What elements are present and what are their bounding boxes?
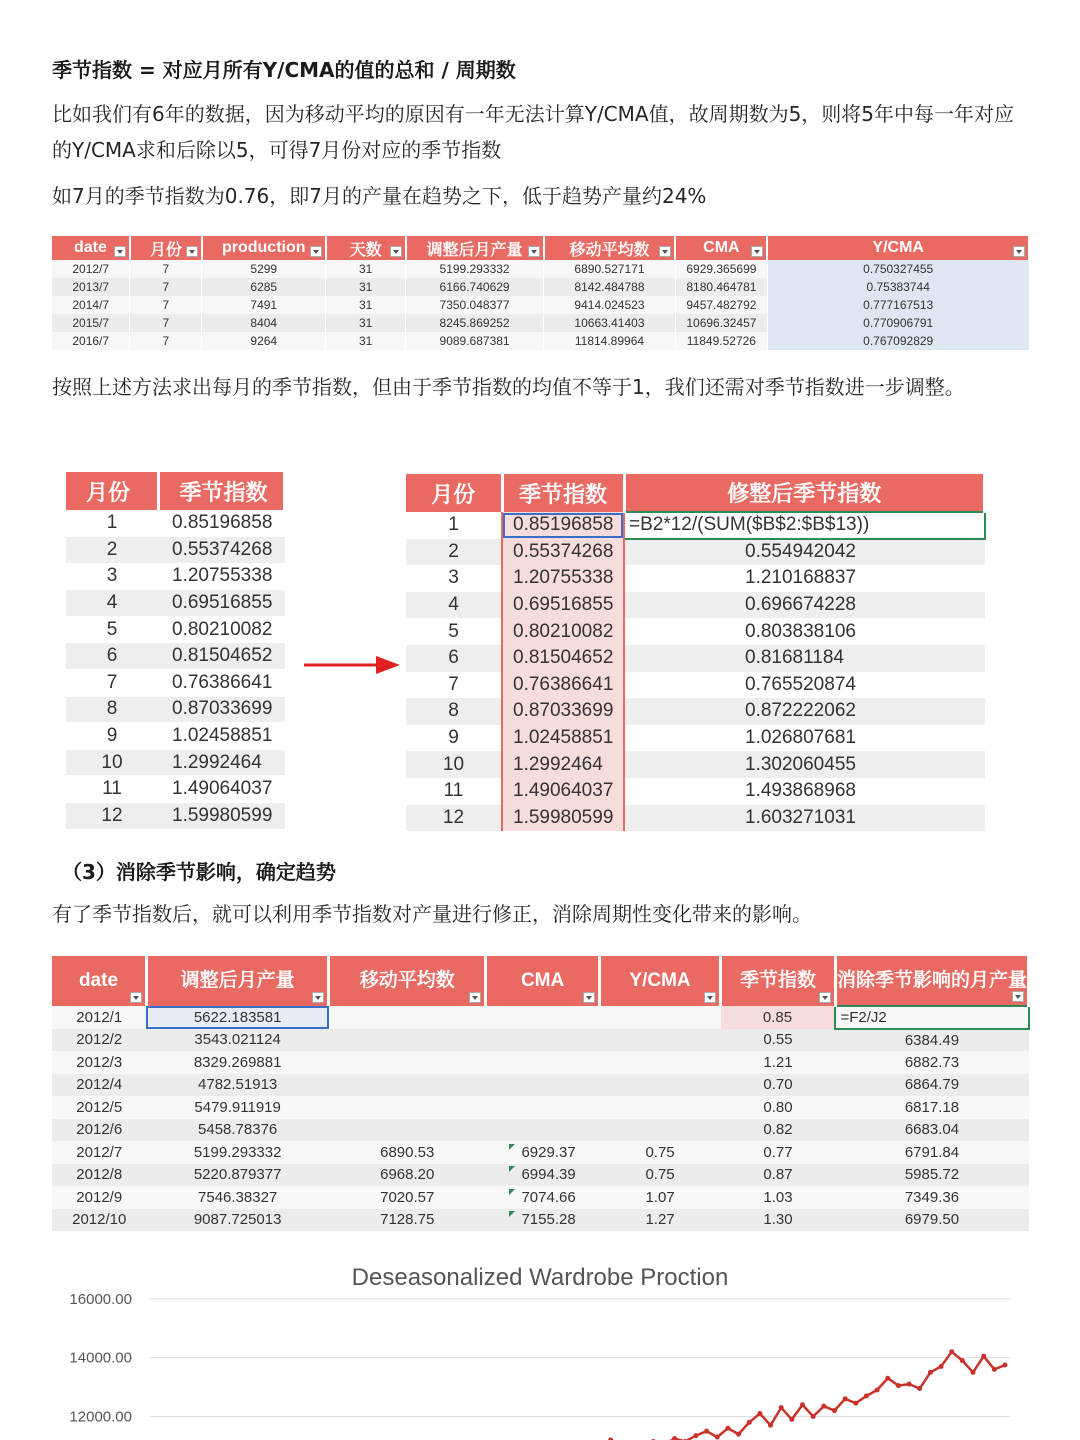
data-point — [949, 1349, 954, 1354]
table-cell[interactable]: 11 — [406, 778, 502, 805]
table-cell[interactable]: 0.765520874 — [624, 672, 985, 699]
table-cell[interactable]: 2012/4 — [52, 1074, 146, 1097]
table-cell[interactable]: 2012/10 — [52, 1209, 146, 1232]
filter-dropdown-icon[interactable] — [1012, 991, 1024, 1002]
table-cell[interactable]: 7 — [130, 278, 202, 296]
table-row — [66, 749, 285, 776]
table-cell[interactable]: 0.80 — [721, 1096, 836, 1119]
table-row — [66, 537, 285, 564]
table-cell[interactable]: 5622.183581 — [146, 1006, 328, 1029]
table-row — [52, 260, 1029, 278]
error-indicator-icon — [509, 1211, 515, 1217]
data-point — [715, 1435, 720, 1440]
data-point — [811, 1414, 816, 1419]
data-point — [747, 1420, 752, 1425]
error-indicator-icon — [509, 1166, 515, 1172]
table-cell[interactable] — [329, 1096, 486, 1119]
table-cell[interactable]: 1.21 — [721, 1051, 836, 1074]
table-row — [406, 805, 985, 832]
table-cell[interactable]: 6683.04 — [835, 1119, 1028, 1142]
table-cell[interactable]: 7 — [130, 296, 202, 314]
table-row — [66, 776, 285, 803]
table-cell[interactable]: 6882.73 — [835, 1051, 1028, 1074]
data-point — [864, 1393, 869, 1398]
table-cell[interactable]: 1.59980599 — [502, 805, 624, 832]
filter-dropdown-icon[interactable] — [704, 992, 716, 1003]
table-cell[interactable]: 0.767092829 — [767, 332, 1029, 350]
table-cell[interactable] — [600, 1096, 721, 1119]
table-cell[interactable]: 5479.911919 — [146, 1096, 328, 1119]
table-row — [66, 696, 285, 723]
table-cell[interactable]: 0.872222062 — [624, 698, 985, 725]
table-cell[interactable]: 5299 — [202, 260, 326, 278]
data-point — [853, 1401, 858, 1406]
table-cell[interactable]: 6968.20 — [329, 1164, 486, 1187]
table-cell[interactable]: 1.49064037 — [158, 776, 285, 803]
column-header[interactable]: 天数 — [326, 236, 406, 260]
table-row — [52, 1074, 1029, 1097]
column-header[interactable]: production — [202, 236, 326, 260]
table-cell[interactable] — [600, 1119, 721, 1142]
table-cell[interactable]: 0.69516855 — [158, 590, 285, 617]
table-cell[interactable]: 0.770906791 — [767, 314, 1029, 332]
filter-dropdown-icon[interactable] — [114, 246, 126, 257]
table-cell[interactable]: 0.80210082 — [158, 616, 285, 643]
table-cell[interactable]: 2012/9 — [52, 1186, 146, 1209]
series-line — [600, 1352, 1005, 1440]
table-cell[interactable]: 8245.869252 — [406, 314, 544, 332]
table-cell[interactable]: 10 — [406, 751, 502, 778]
deseasonalized-table — [52, 956, 1030, 1231]
filter-dropdown-icon[interactable] — [469, 992, 481, 1003]
data-point — [693, 1433, 698, 1438]
table-row — [52, 278, 1029, 296]
table-cell[interactable]: 9414.024523 — [544, 296, 676, 314]
table-cell[interactable]: 7074.66 — [486, 1186, 600, 1209]
table-cell[interactable]: 6285 — [202, 278, 326, 296]
y-tick-label: 14000.00 — [69, 1349, 132, 1367]
error-indicator-icon — [509, 1144, 515, 1150]
line-chart — [40, 1290, 1040, 1440]
column-header[interactable]: 移动平均数 — [329, 956, 486, 1006]
table-cell[interactable]: 0.69516855 — [502, 592, 624, 619]
table-cell[interactable]: 0.85196858 — [502, 512, 624, 539]
table-cell[interactable]: 7349.36 — [835, 1186, 1028, 1209]
table-row — [66, 643, 285, 670]
arrow-icon — [302, 652, 402, 678]
table-row — [52, 1164, 1029, 1187]
table-cell[interactable]: 6890.527171 — [544, 260, 676, 278]
filter-dropdown-icon[interactable] — [583, 992, 595, 1003]
data-point — [843, 1396, 848, 1401]
table-cell[interactable] — [486, 1074, 600, 1097]
table-cell[interactable]: 0.82 — [721, 1119, 836, 1142]
column-header[interactable]: date — [52, 236, 130, 260]
data-point — [736, 1432, 741, 1437]
table-cell[interactable]: 8 — [406, 698, 502, 725]
table-row — [52, 1141, 1029, 1164]
table-cell[interactable]: 8404 — [202, 314, 326, 332]
table-cell[interactable]: 0.75383744 — [767, 278, 1029, 296]
table-cell[interactable]: 4 — [406, 592, 502, 619]
table-cell[interactable]: 5220.879377 — [146, 1164, 328, 1187]
table-cell[interactable]: 2015/7 — [52, 314, 130, 332]
table-cell[interactable]: 5 — [406, 618, 502, 645]
seasonal-index-table — [66, 472, 286, 830]
filter-dropdown-icon[interactable] — [390, 246, 402, 257]
data-point — [704, 1429, 709, 1434]
table-cell[interactable] — [329, 1119, 486, 1142]
filter-dropdown-icon[interactable] — [819, 992, 831, 1003]
table-cell[interactable]: 8329.269881 — [146, 1051, 328, 1074]
column-header[interactable]: date — [52, 956, 146, 1006]
table-cell[interactable]: 2012/1 — [52, 1006, 146, 1029]
table-cell[interactable]: 7 — [66, 670, 158, 697]
table-row — [66, 510, 285, 537]
table-row — [406, 672, 985, 699]
table-cell[interactable]: 1.20755338 — [502, 565, 624, 592]
table-cell[interactable]: 1 — [406, 512, 502, 539]
data-point — [939, 1364, 944, 1369]
table-cell[interactable]: 0.75 — [600, 1141, 721, 1164]
data-point — [896, 1383, 901, 1388]
table-cell[interactable] — [329, 1051, 486, 1074]
table-cell[interactable]: 9457.482792 — [675, 296, 767, 314]
table-cell[interactable]: 0.81681184 — [624, 645, 985, 672]
table-cell[interactable]: 8142.484788 — [544, 278, 676, 296]
table-row — [406, 512, 985, 539]
table-cell[interactable]: 5458.78376 — [146, 1119, 328, 1142]
table-cell[interactable] — [486, 1006, 600, 1029]
table-cell[interactable]: 1.20755338 — [158, 563, 285, 590]
data-point — [1003, 1363, 1008, 1368]
column-header: 季节指数 — [158, 472, 285, 510]
data-point — [800, 1402, 805, 1407]
table-cell[interactable]: 1.49064037 — [502, 778, 624, 805]
table-cell[interactable]: 31 — [326, 332, 406, 350]
table-row — [406, 565, 985, 592]
table-cell[interactable]: 0.55374268 — [502, 539, 624, 566]
data-point — [928, 1370, 933, 1375]
data-point — [875, 1388, 880, 1393]
table-row — [66, 590, 285, 617]
table-cell[interactable]: 11814.89964 — [544, 332, 676, 350]
paragraph-deseasonalize: 有了季节指数后，就可以利用季节指数对产量进行修正，消除周期性变化带来的影响。 — [52, 902, 812, 926]
table-cell[interactable]: 31 — [326, 278, 406, 296]
table-cell[interactable] — [486, 1051, 600, 1074]
table-cell[interactable]: 2012/7 — [52, 260, 130, 278]
table-cell[interactable]: 4 — [66, 590, 158, 617]
data-point — [917, 1386, 922, 1391]
table-row — [52, 314, 1029, 332]
table-row — [52, 1051, 1029, 1074]
table-cell[interactable] — [600, 1051, 721, 1074]
table-cell[interactable]: 6166.740629 — [406, 278, 544, 296]
page-heading: 季节指数 = 对应月所有Y/CMA的值的总和 / 周期数 — [52, 58, 516, 82]
table-cell[interactable]: 1.07 — [600, 1186, 721, 1209]
table-row — [406, 618, 985, 645]
table-cell[interactable]: 0.55374268 — [158, 537, 285, 564]
table-cell[interactable]: 6817.18 — [835, 1096, 1028, 1119]
table-cell[interactable]: 1.302060455 — [624, 751, 985, 778]
filter-dropdown-icon[interactable] — [310, 246, 322, 257]
table-row — [406, 751, 985, 778]
data-point — [789, 1417, 794, 1422]
filter-dropdown-icon[interactable] — [130, 992, 142, 1003]
table-row — [52, 1186, 1029, 1209]
table-row — [52, 332, 1029, 350]
table-cell[interactable]: 6 — [66, 643, 158, 670]
paragraph-explanation: 比如我们有6年的数据，因为移动平均的原因有一年无法计算Y/CMA值，故周期数为5，则将5年中每一年对应的Y/CMA求和后除以5，可得7月份对应的季节指数 — [52, 102, 1015, 162]
table-cell[interactable]: 7155.28 — [486, 1209, 600, 1232]
table-row — [52, 1096, 1029, 1119]
data-point — [821, 1404, 826, 1409]
table-cell[interactable]: 2012/3 — [52, 1051, 146, 1074]
table-cell[interactable]: 1.2992464 — [502, 751, 624, 778]
data-point — [779, 1405, 784, 1410]
table-cell[interactable]: 8180.464781 — [675, 278, 767, 296]
paragraph-adjust: 按照上述方法求出每月的季节指数，但由于季节指数的均值不等于1，我们还需对季节指数进一步调整。 — [52, 375, 965, 399]
table-cell[interactable]: 31 — [326, 314, 406, 332]
table-cell[interactable]: 0.696674228 — [624, 592, 985, 619]
table-cell[interactable]: 2012/8 — [52, 1164, 146, 1187]
table-row — [66, 803, 285, 830]
table-cell[interactable]: 5 — [66, 616, 158, 643]
table-cell[interactable]: 2012/7 — [52, 1141, 146, 1164]
table-cell[interactable]: 6929.365699 — [675, 260, 767, 278]
filter-dropdown-icon[interactable] — [659, 246, 671, 257]
table-cell[interactable]: 7 — [130, 314, 202, 332]
table-cell[interactable]: 7491 — [202, 296, 326, 314]
formula-cell[interactable]: =B2*12/(SUM($B$2:$B$13)) — [624, 512, 985, 539]
table-cell[interactable]: 8 — [66, 696, 158, 723]
data-point — [960, 1358, 965, 1363]
data-point — [971, 1370, 976, 1375]
column-header: 季节指数 — [502, 474, 624, 512]
table-cell[interactable]: 0.81504652 — [158, 643, 285, 670]
table-cell[interactable] — [329, 1006, 486, 1029]
adjusted-seasonal-index-table — [406, 474, 986, 831]
table-cell[interactable]: 6929.37 — [486, 1141, 600, 1164]
y-tick-label: 16000.00 — [69, 1290, 132, 1308]
y-tick-label: 12000.00 — [69, 1408, 132, 1426]
table-row — [52, 1209, 1029, 1232]
section-heading-3: （3）消除季节影响，确定趋势 — [62, 860, 336, 884]
table-row — [406, 698, 985, 725]
table-cell[interactable]: 1 — [66, 510, 158, 537]
table-cell[interactable]: 0.55 — [721, 1029, 836, 1052]
data-point — [981, 1354, 986, 1359]
table-cell[interactable]: 6864.79 — [835, 1074, 1028, 1097]
chart-title: Deseasonalized Wardrobe Proction — [351, 1264, 729, 1291]
table-cell[interactable]: 5199.293332 — [146, 1141, 328, 1164]
column-header: 月份 — [406, 474, 502, 512]
table-cell[interactable]: 0.85 — [721, 1006, 836, 1029]
table-cell[interactable]: 0.75 — [600, 1164, 721, 1187]
table-cell[interactable]: 1.30 — [721, 1209, 836, 1232]
filter-dropdown-icon[interactable] — [186, 246, 198, 257]
filter-dropdown-icon[interactable] — [312, 992, 324, 1003]
table-cell[interactable]: 0.87033699 — [158, 696, 285, 723]
table-cell[interactable]: 1.493868968 — [624, 778, 985, 805]
table-cell[interactable] — [486, 1029, 600, 1052]
filter-dropdown-icon[interactable] — [1013, 246, 1025, 257]
table-cell[interactable]: 4782.51913 — [146, 1074, 328, 1097]
table-cell[interactable]: 2 — [406, 539, 502, 566]
table-cell[interactable]: 0.87033699 — [502, 698, 624, 725]
column-header[interactable]: 移动平均数 — [544, 236, 676, 260]
table-cell[interactable]: 2013/7 — [52, 278, 130, 296]
table-cell[interactable]: 10663.41403 — [544, 314, 676, 332]
table-cell[interactable] — [329, 1029, 486, 1052]
table-cell[interactable]: 2012/5 — [52, 1096, 146, 1119]
data-point — [885, 1376, 890, 1381]
table-cell[interactable]: 2012/2 — [52, 1029, 146, 1052]
table-cell[interactable]: 7128.75 — [329, 1209, 486, 1232]
table-cell[interactable]: 31 — [326, 260, 406, 278]
column-header[interactable]: 消除季节影响的月产量 — [835, 956, 1028, 1006]
table-cell[interactable]: 11 — [66, 776, 158, 803]
table-cell[interactable] — [486, 1119, 600, 1142]
table-row — [406, 778, 985, 805]
data-point — [757, 1411, 762, 1416]
table-row — [66, 723, 285, 750]
table-cell[interactable]: 1.02458851 — [502, 725, 624, 752]
table-cell[interactable]: 3 — [406, 565, 502, 592]
table-cell[interactable]: 0.76386641 — [502, 672, 624, 699]
data-point — [907, 1382, 912, 1387]
ycma-table — [52, 236, 1030, 350]
table-cell[interactable]: 7020.57 — [329, 1186, 486, 1209]
table-cell[interactable] — [486, 1096, 600, 1119]
table-cell[interactable]: 1.210168837 — [624, 565, 985, 592]
formula-cell[interactable]: =F2/J2 — [835, 1006, 1028, 1029]
table-cell[interactable]: 0.803838106 — [624, 618, 985, 645]
table-cell[interactable]: 0.76386641 — [158, 670, 285, 697]
table-cell[interactable]: 5985.72 — [835, 1164, 1028, 1187]
table-cell[interactable]: 3 — [66, 563, 158, 590]
table-cell[interactable] — [600, 1006, 721, 1029]
table-cell[interactable]: 10 — [66, 749, 158, 776]
column-header[interactable]: 月份 — [130, 236, 202, 260]
table-row — [66, 616, 285, 643]
column-header[interactable]: CMA — [486, 956, 600, 1006]
column-header: 修整后季节指数 — [624, 474, 985, 512]
table-cell[interactable]: 9 — [406, 725, 502, 752]
column-header: 月份 — [66, 472, 158, 510]
table-row — [52, 296, 1029, 314]
filter-dropdown-icon[interactable] — [751, 246, 763, 257]
table-cell[interactable]: 9089.687381 — [406, 332, 544, 350]
table-cell[interactable]: 1.03 — [721, 1186, 836, 1209]
table-cell[interactable]: 0.777167513 — [767, 296, 1029, 314]
column-header[interactable]: CMA — [675, 236, 767, 260]
table-cell[interactable]: 1.27 — [600, 1209, 721, 1232]
table-cell[interactable]: 1.603271031 — [624, 805, 985, 832]
column-header[interactable]: 调整后月产量 — [146, 956, 328, 1006]
table-cell[interactable]: 3543.021124 — [146, 1029, 328, 1052]
table-cell[interactable] — [600, 1074, 721, 1097]
data-point — [725, 1426, 730, 1431]
table-cell[interactable]: 0.750327455 — [767, 260, 1029, 278]
table-row — [52, 1006, 1029, 1029]
table-cell[interactable]: 2016/7 — [52, 332, 130, 350]
column-header[interactable]: Y/CMA — [767, 236, 1029, 260]
table-cell[interactable]: 6979.50 — [835, 1209, 1028, 1232]
data-point — [768, 1423, 773, 1428]
table-row — [406, 645, 985, 672]
table-cell[interactable]: 0.70 — [721, 1074, 836, 1097]
table-cell[interactable]: 7 — [130, 260, 202, 278]
table-cell[interactable]: 0.77 — [721, 1141, 836, 1164]
table-cell[interactable]: 9264 — [202, 332, 326, 350]
table-cell[interactable]: 6 — [406, 645, 502, 672]
data-point — [672, 1436, 677, 1440]
table-cell[interactable]: 0.85196858 — [158, 510, 285, 537]
table-row — [66, 670, 285, 697]
table-cell[interactable]: 7 — [130, 332, 202, 350]
table-cell[interactable]: 2014/7 — [52, 296, 130, 314]
table-cell[interactable]: 12 — [66, 803, 158, 830]
column-header[interactable]: 季节指数 — [721, 956, 836, 1006]
table-cell[interactable]: 9087.725013 — [146, 1209, 328, 1232]
data-point — [992, 1367, 997, 1372]
table-cell[interactable]: 7 — [406, 672, 502, 699]
data-point — [832, 1408, 837, 1413]
table-cell[interactable]: 1.2992464 — [158, 749, 285, 776]
table-cell[interactable]: 9 — [66, 723, 158, 750]
table-cell[interactable]: 7350.048377 — [406, 296, 544, 314]
table-cell[interactable]: 5199.293332 — [406, 260, 544, 278]
table-row — [66, 563, 285, 590]
table-cell[interactable]: 0.81504652 — [502, 645, 624, 672]
error-indicator-icon — [509, 1189, 515, 1195]
table-row — [406, 725, 985, 752]
table-cell[interactable]: 6890.53 — [329, 1141, 486, 1164]
table-cell[interactable]: 1.026807681 — [624, 725, 985, 752]
table-cell[interactable]: 2012/6 — [52, 1119, 146, 1142]
table-cell[interactable]: 2 — [66, 537, 158, 564]
table-cell[interactable] — [329, 1074, 486, 1097]
table-cell[interactable]: 10696.32457 — [675, 314, 767, 332]
column-header[interactable]: Y/CMA — [600, 956, 721, 1006]
column-header[interactable]: 调整后月产量 — [406, 236, 544, 260]
table-cell[interactable]: 0.80210082 — [502, 618, 624, 645]
table-row — [406, 539, 985, 566]
table-cell[interactable]: 11849.52726 — [675, 332, 767, 350]
table-cell[interactable]: 6994.39 — [486, 1164, 600, 1187]
table-cell[interactable]: 6791.84 — [835, 1141, 1028, 1164]
table-row — [406, 592, 985, 619]
table-cell[interactable]: 12 — [406, 805, 502, 832]
table-cell[interactable]: 0.554942042 — [624, 539, 985, 566]
table-cell[interactable]: 6384.49 — [835, 1029, 1028, 1052]
table-cell[interactable]: 31 — [326, 296, 406, 314]
table-cell[interactable]: 7546.38327 — [146, 1186, 328, 1209]
paragraph-example: 如7月的季节指数为0.76，即7月的产量在趋势之下，低于趋势产量约24% — [52, 184, 707, 208]
table-row — [52, 1029, 1029, 1052]
filter-dropdown-icon[interactable] — [528, 246, 540, 257]
table-cell[interactable]: 1.02458851 — [158, 723, 285, 750]
table-row — [52, 1119, 1029, 1142]
table-cell[interactable] — [600, 1029, 721, 1052]
table-cell[interactable]: 1.59980599 — [158, 803, 285, 830]
table-cell[interactable]: 0.87 — [721, 1164, 836, 1187]
